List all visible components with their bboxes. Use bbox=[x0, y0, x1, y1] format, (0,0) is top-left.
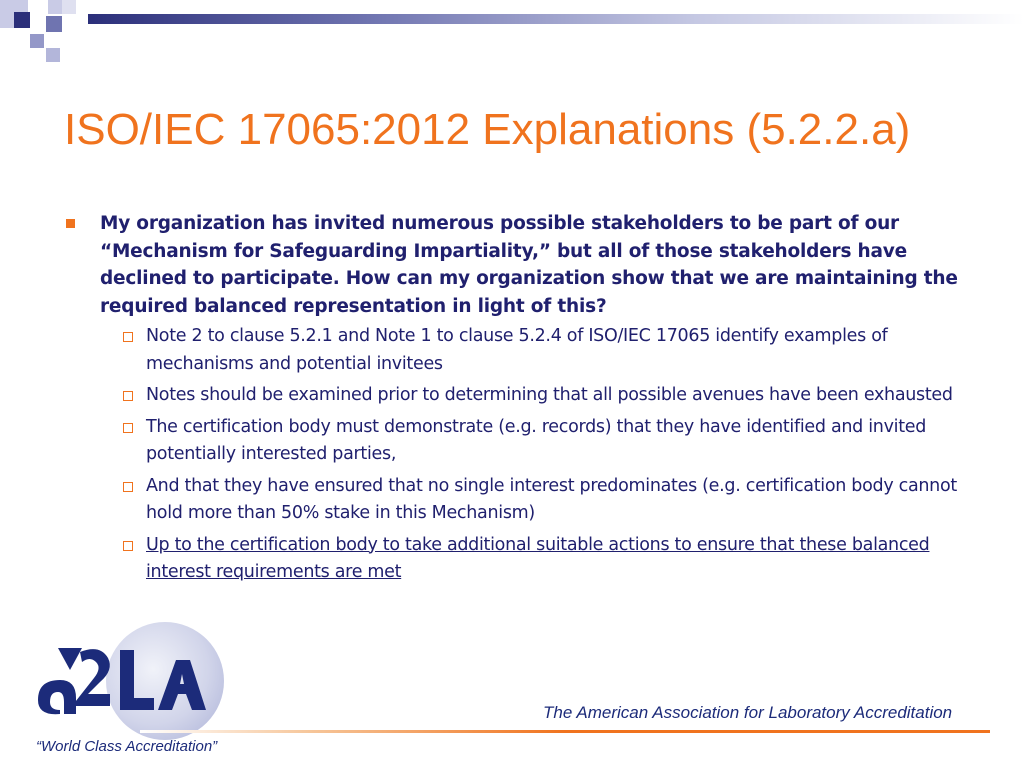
corner-square-3 bbox=[14, 12, 30, 28]
hollow-square-bullet-icon bbox=[123, 332, 133, 342]
corner-square-5 bbox=[62, 0, 76, 14]
slide-content bbox=[62, 210, 982, 591]
a2la-logo-icon bbox=[30, 640, 210, 736]
footer-accent-line bbox=[140, 730, 990, 733]
sub-bullet-text: And that they have ensured that no single interest predominates (e.g. certification body cannot hold more than 50% stake in this Mechanism) bbox=[146, 475, 957, 523]
sub-bullet-list bbox=[62, 323, 982, 587]
sub-bullet bbox=[62, 532, 982, 587]
corner-square-8 bbox=[46, 48, 60, 62]
main-bullet-text: My organization has invited numerous possible stakeholders to be part of our “Mechanism for Safeguarding Impartiality,” but all of those stakeholders have declined to participate. How can my organization show that we are maintaining the required balanced representation in light of this? bbox=[100, 213, 958, 317]
main-bullet bbox=[62, 210, 982, 320]
hollow-square-bullet-icon bbox=[123, 423, 133, 433]
sub-bullet-link[interactable]: Up to the certification body to take additional suitable actions to ensure that these balanced interest requirements are met bbox=[146, 534, 930, 582]
corner-square-7 bbox=[30, 34, 44, 48]
hollow-square-bullet-icon bbox=[123, 482, 133, 492]
sub-bullet bbox=[62, 382, 982, 410]
corner-square-6 bbox=[46, 16, 62, 32]
sub-bullet bbox=[62, 323, 982, 378]
header-gradient-bar bbox=[88, 14, 1024, 24]
sub-bullet bbox=[62, 414, 982, 469]
slide-title: ISO/IEC 17065:2012 Explanations (5.2.2.a) bbox=[64, 105, 911, 154]
sub-bullet-text: Note 2 to clause 5.2.1 and Note 1 to clause 5.2.4 of ISO/IEC 17065 identify examples of mechanisms and potential invitees bbox=[146, 326, 888, 374]
sub-bullet bbox=[62, 473, 982, 528]
sub-bullet-text: The certification body must demonstrate (e.g. records) that they have identified and invited potentially interested parties, bbox=[146, 416, 927, 464]
square-bullet-icon bbox=[66, 219, 75, 228]
organization-name: The American Association for Laboratory Accreditation bbox=[543, 703, 953, 722]
corner-square-2 bbox=[28, 0, 48, 20]
footer-tagline: “World Class Accreditation” bbox=[36, 738, 218, 755]
hollow-square-bullet-icon bbox=[123, 391, 133, 401]
hollow-square-bullet-icon bbox=[123, 541, 133, 551]
corner-square-4 bbox=[48, 0, 62, 14]
sub-bullet-text: Notes should be examined prior to determining that all possible avenues have been exhausted bbox=[146, 385, 953, 405]
